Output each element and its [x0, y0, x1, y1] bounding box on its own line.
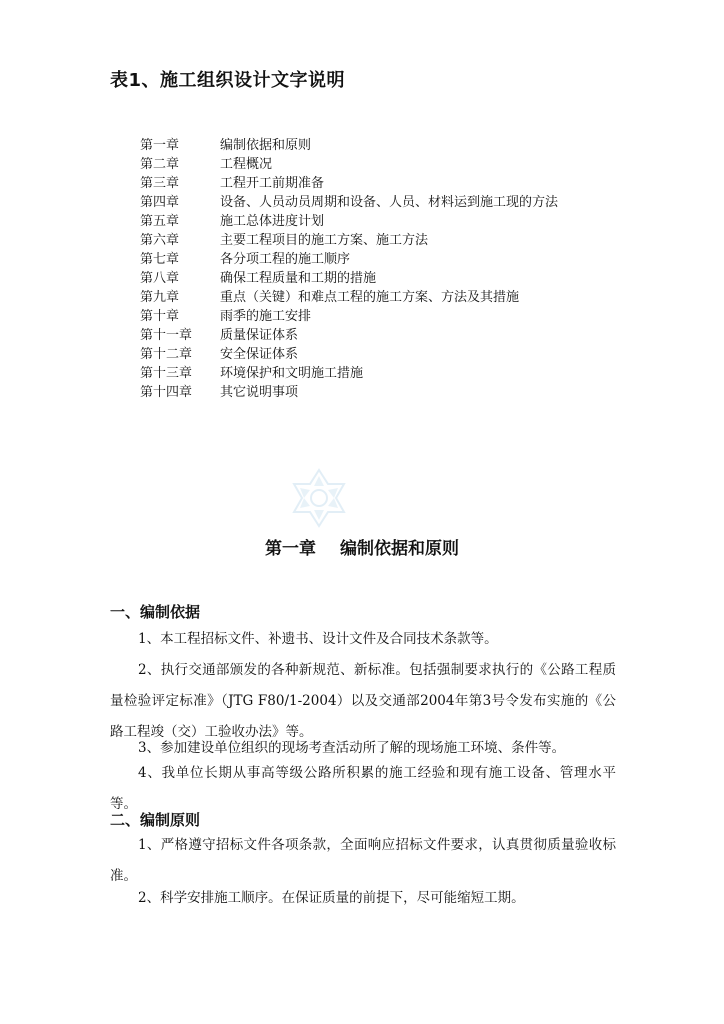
- toc-title: 主要工程项目的施工方案、施工方法: [220, 233, 429, 248]
- section-heading-basis: 一、编制依据: [110, 603, 201, 621]
- toc-chapter: 第九章: [140, 290, 180, 305]
- toc-title: 编制依据和原则: [220, 138, 312, 153]
- toc-title: 工程概况: [220, 157, 273, 172]
- toc-chapter: 第十一章: [140, 328, 193, 343]
- toc-title: 环境保护和文明施工措施: [220, 366, 364, 381]
- toc-row: [140, 136, 558, 155]
- toc-chapter: 第八章: [140, 271, 180, 286]
- toc-chapter: 第五章: [140, 214, 180, 229]
- watermark-logo-icon: [284, 466, 354, 536]
- toc-title: 雨季的施工安排: [220, 309, 312, 324]
- toc-chapter: 第三章: [140, 176, 180, 191]
- paragraph: 3、参加建设单位组织的现场考查活动所了解的现场施工环境、条件等。: [138, 740, 566, 756]
- chapter-number: 第一章: [265, 539, 316, 559]
- toc-row: [140, 307, 558, 326]
- toc-title: 质量保证体系: [220, 328, 299, 343]
- toc-row: [140, 345, 558, 364]
- toc-title: 设备、人员动员周期和设备、人员、材料运到施工现的方法: [220, 195, 559, 210]
- paragraph: 2、科学安排施工顺序。在保证质量的前提下，尽可能缩短工期。: [138, 890, 525, 906]
- toc-chapter: 第一章: [140, 138, 180, 153]
- toc-row: [140, 383, 558, 402]
- toc-chapter: 第四章: [140, 195, 180, 210]
- paragraph: 2、执行交通部颁发的各种新规范、新标准。包括强制要求执行的《公路工程质量检验评定标准》（JTG F80/1-2004）以及交通部2004年第3号令发布实施的《公路工程竣（交）工验收办法》等。: [110, 662, 616, 740]
- page-title: 表1、施工组织设计文字说明: [110, 70, 346, 91]
- chapter-title: 编制依据和原则: [340, 539, 459, 559]
- toc-row: [140, 250, 558, 269]
- paragraph: 4、我单位长期从事高等级公路所积累的施工经验和现有施工设备、管理水平等。: [110, 765, 616, 812]
- toc-chapter: 第六章: [140, 233, 180, 248]
- paragraph: 1、严格遵守招标文件各项条款，全面响应招标文件要求，认真贯彻质量验收标准。: [110, 837, 616, 884]
- toc-title: 各分项工程的施工顺序: [220, 252, 351, 267]
- toc-chapter: 第十三章: [140, 366, 193, 381]
- toc-row: [140, 212, 558, 231]
- toc-chapter: 第十二章: [140, 347, 193, 362]
- toc-row: [140, 174, 558, 193]
- toc-title: 安全保证体系: [220, 347, 299, 362]
- toc-row: [140, 231, 558, 250]
- paragraph: 1、本工程招标文件、补遗书、设计文件及合同技术条款等。: [138, 631, 498, 647]
- toc-title: 施工总体进度计划: [220, 214, 325, 229]
- toc-row: [140, 155, 558, 174]
- toc-title: 其它说明事项: [220, 385, 299, 400]
- table-of-contents: [140, 136, 558, 402]
- chapter-heading: [0, 534, 724, 559]
- toc-title: 确保工程质量和工期的措施: [220, 271, 377, 286]
- toc-row: [140, 269, 558, 288]
- toc-chapter: 第十四章: [140, 385, 193, 400]
- toc-row: [140, 288, 558, 307]
- toc-title: 重点（关键）和难点工程的施工方案、方法及其措施: [220, 290, 520, 305]
- section-heading-principle: 二、编制原则: [110, 811, 201, 829]
- toc-title: 工程开工前期准备: [220, 176, 325, 191]
- toc-chapter: 第十章: [140, 309, 180, 324]
- toc-row: [140, 193, 558, 212]
- toc-row: [140, 364, 558, 383]
- toc-chapter: 第七章: [140, 252, 180, 267]
- toc-row: [140, 326, 558, 345]
- toc-chapter: 第二章: [140, 157, 180, 172]
